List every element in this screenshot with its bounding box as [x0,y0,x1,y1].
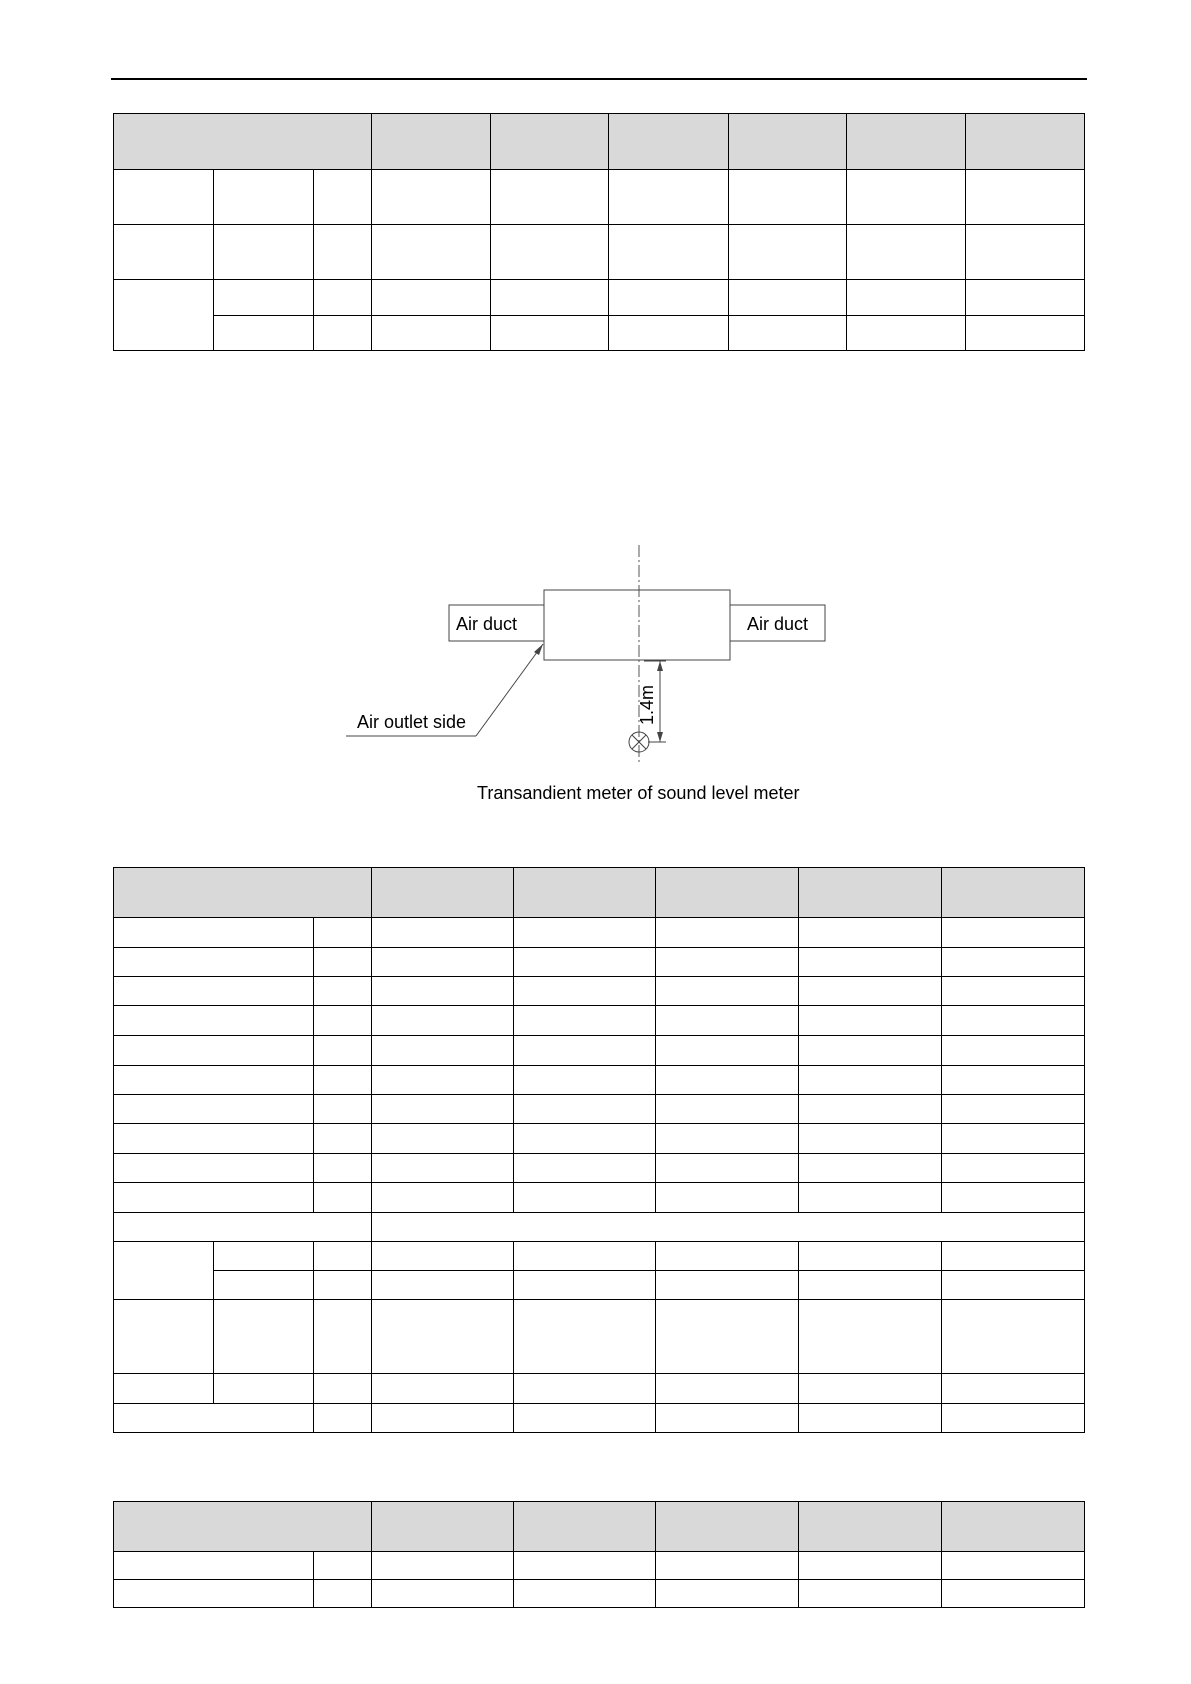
outlet-label: Air outlet side [357,712,467,732]
table-header-row [114,114,1085,170]
table-row [114,1124,1085,1154]
table-row [114,1374,1085,1404]
table-row [114,1404,1085,1433]
dimension-arrow-top-icon [657,661,663,671]
table-row [114,918,1085,948]
spec-table-3 [113,1501,1085,1608]
table-row [114,977,1085,1006]
table-row [114,170,1085,225]
table-row [114,1066,1085,1095]
table-row [114,1552,1085,1580]
table-row [114,948,1085,977]
header-rule [111,78,1087,80]
table-row [114,1580,1085,1608]
spec-table-2 [113,867,1085,1433]
table-row [114,1006,1085,1036]
table-row [114,316,1085,351]
figure-caption: Transandient meter of sound level meter [477,783,800,803]
outlet-arrow-icon [534,644,543,655]
table-row [114,1213,1085,1242]
table-row [114,1242,1085,1271]
duct-right-label: Air duct [747,614,809,634]
table-row [114,1271,1085,1300]
unit-box [544,590,730,660]
table-row [114,1095,1085,1124]
table-row [114,1036,1085,1066]
table-row [114,225,1085,280]
table-row [114,280,1085,316]
table-row [114,1154,1085,1183]
sound-test-diagram [330,540,850,810]
table-row [114,1300,1085,1374]
spec-table-1 [113,113,1085,351]
table-header-row [114,868,1085,918]
duct-left-label: Air duct [456,614,518,634]
table-row [114,1183,1085,1213]
outlet-leader-line [476,644,543,736]
table-header-row [114,1502,1085,1552]
dimension-arrow-bottom-icon [657,732,663,742]
distance-label: 1.4m [637,684,657,725]
